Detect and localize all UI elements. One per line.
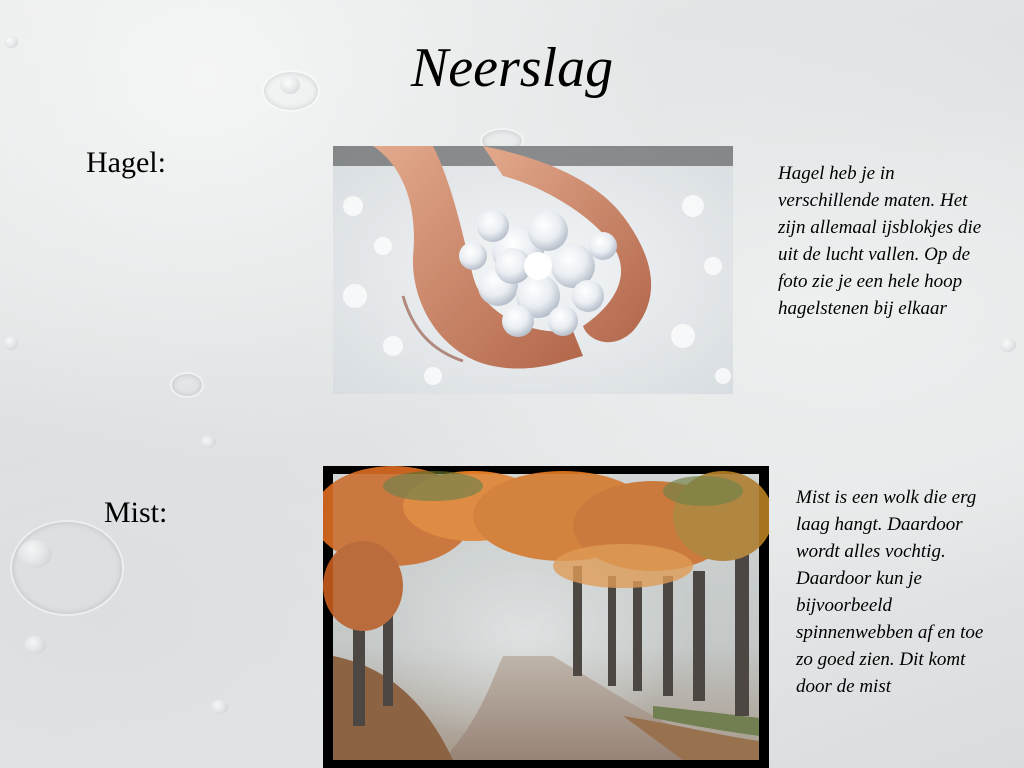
misty-road-photo <box>323 466 769 768</box>
water-drop <box>200 436 216 448</box>
water-drop <box>4 336 18 350</box>
water-drop <box>210 700 228 714</box>
hagel-label: Hagel: <box>86 146 166 179</box>
water-drop <box>170 372 204 398</box>
slide-title: Neerslag <box>410 37 614 99</box>
hagel-description: Hagel heb je in verschillende maten. Het zijn allemaal ijsblokjes die uit de lucht vallen. Op de foto zie je een hele hoop hagelstenen bij elkaar <box>778 163 982 319</box>
water-drop <box>18 540 52 568</box>
hailstones-photo <box>333 146 733 394</box>
water-drop <box>10 520 124 616</box>
mist-description: Mist is een wolk die erg laag hangt. Daardoor wordt alles vochtig. Daardoor kun je bijvoorbeeld spinnenwebben af en toe zo goed zien. Dit komt door de mist <box>796 487 984 697</box>
water-drop <box>1000 338 1016 352</box>
mist-label: Mist: <box>104 496 168 529</box>
water-drop <box>24 636 46 654</box>
